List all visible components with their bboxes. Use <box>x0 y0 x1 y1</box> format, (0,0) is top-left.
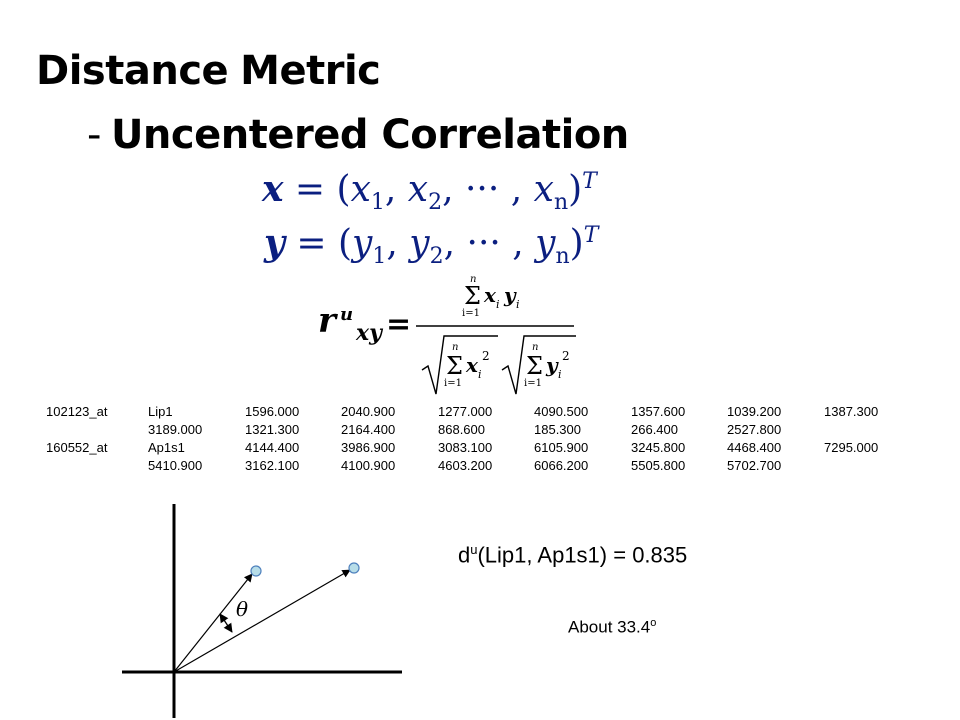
svg-text:Σ: Σ <box>526 352 543 380</box>
title-word-distance: Distance <box>36 48 229 94</box>
table-cell: 6066.200 <box>534 458 589 473</box>
table-cell: 4468.400 <box>727 440 782 455</box>
result-expression: (Lip1, Ap1s1) = 0.835 <box>477 542 688 568</box>
point-ap1s1 <box>349 563 359 573</box>
vector-ap1s1 <box>174 570 350 672</box>
result-d: d <box>458 542 471 568</box>
result-superscript: u <box>470 542 478 557</box>
svg-text:i: i <box>496 298 500 311</box>
slide-title <box>36 44 380 98</box>
table-cell: 4100.900 <box>341 458 396 473</box>
table-cell: 1039.200 <box>727 404 782 419</box>
svg-text:i=1: i=1 <box>524 378 542 389</box>
table-cell: 266.400 <box>631 422 678 437</box>
degree-superscript: o <box>650 617 657 629</box>
svg-text:Σ: Σ <box>446 352 463 380</box>
table-cell: 4090.500 <box>534 404 589 419</box>
table-cell: 185.300 <box>534 422 581 437</box>
table-cell: 7295.000 <box>824 440 879 455</box>
angle-arrow-icon <box>220 614 232 632</box>
svg-text:n: n <box>470 274 477 285</box>
point-lip1 <box>251 566 261 576</box>
correlation-formula <box>312 270 592 400</box>
table-cell: 4603.200 <box>438 458 493 473</box>
table-cell: 1596.000 <box>245 404 300 419</box>
svg-text:2: 2 <box>482 349 490 363</box>
equation-x-definition: $x = (x_1$, $x_2$, ··· , $x_n)^T$ <box>262 168 597 216</box>
vector-lip1 <box>174 574 252 672</box>
table-cell: 3189.000 <box>148 422 203 437</box>
svg-text:x: x <box>484 283 496 307</box>
subtitle-dash: - <box>87 112 101 158</box>
title-word-metric: Metric <box>240 48 381 94</box>
svg-text:x: x <box>466 353 478 377</box>
svg-text:y: y <box>504 283 516 307</box>
equation-y-definition: $y = (y_1$, $y_2$, ··· , $y_n)^T$ <box>264 222 599 270</box>
table-cell: 5505.800 <box>631 458 686 473</box>
theta-label: θ <box>236 597 249 621</box>
svg-text:n: n <box>532 342 539 353</box>
svg-text:i=1: i=1 <box>462 308 480 319</box>
table-cell: 5702.700 <box>727 458 782 473</box>
table-cell: Lip1 <box>148 404 173 419</box>
table-cell: 160552_at <box>46 440 108 455</box>
vector-angle-diagram <box>110 490 410 720</box>
table-cell: 3162.100 <box>245 458 300 473</box>
svg-text:xy: xy <box>356 320 382 346</box>
table-cell: 5410.900 <box>148 458 203 473</box>
table-cell: 3083.100 <box>438 440 493 455</box>
angle-note-text: About 33.4 <box>568 617 651 637</box>
svg-text:n: n <box>452 342 459 353</box>
table-cell: 1357.600 <box>631 404 686 419</box>
table-cell: 3245.800 <box>631 440 686 455</box>
subtitle-text: Uncentered Correlation <box>110 112 629 158</box>
svg-text:Σ: Σ <box>464 282 481 310</box>
svg-text:i=1: i=1 <box>444 378 462 389</box>
table-cell: 1321.300 <box>245 422 300 437</box>
angle-note <box>568 612 656 639</box>
table-cell: 6105.900 <box>534 440 589 455</box>
svg-text:2: 2 <box>562 349 570 363</box>
slide-subtitle <box>87 108 629 162</box>
svg-text:u: u <box>340 304 354 325</box>
table-cell: Ap1s1 <box>148 440 185 455</box>
table-cell: 2527.800 <box>727 422 782 437</box>
table-cell: 2040.900 <box>341 404 396 419</box>
svg-text:i: i <box>516 298 520 311</box>
svg-text:=: = <box>386 307 412 342</box>
svg-text:y: y <box>546 353 558 377</box>
svg-text:r: r <box>318 301 336 341</box>
table-cell: 102123_at <box>46 404 108 419</box>
table-cell: 868.600 <box>438 422 485 437</box>
svg-text:i: i <box>558 368 562 381</box>
table-cell: 1387.300 <box>824 404 879 419</box>
table-cell: 4144.400 <box>245 440 300 455</box>
svg-text:i: i <box>478 368 482 381</box>
table-cell: 1277.000 <box>438 404 493 419</box>
table-cell: 2164.400 <box>341 422 396 437</box>
uncentered-distance-result <box>458 535 687 570</box>
table-cell: 3986.900 <box>341 440 396 455</box>
